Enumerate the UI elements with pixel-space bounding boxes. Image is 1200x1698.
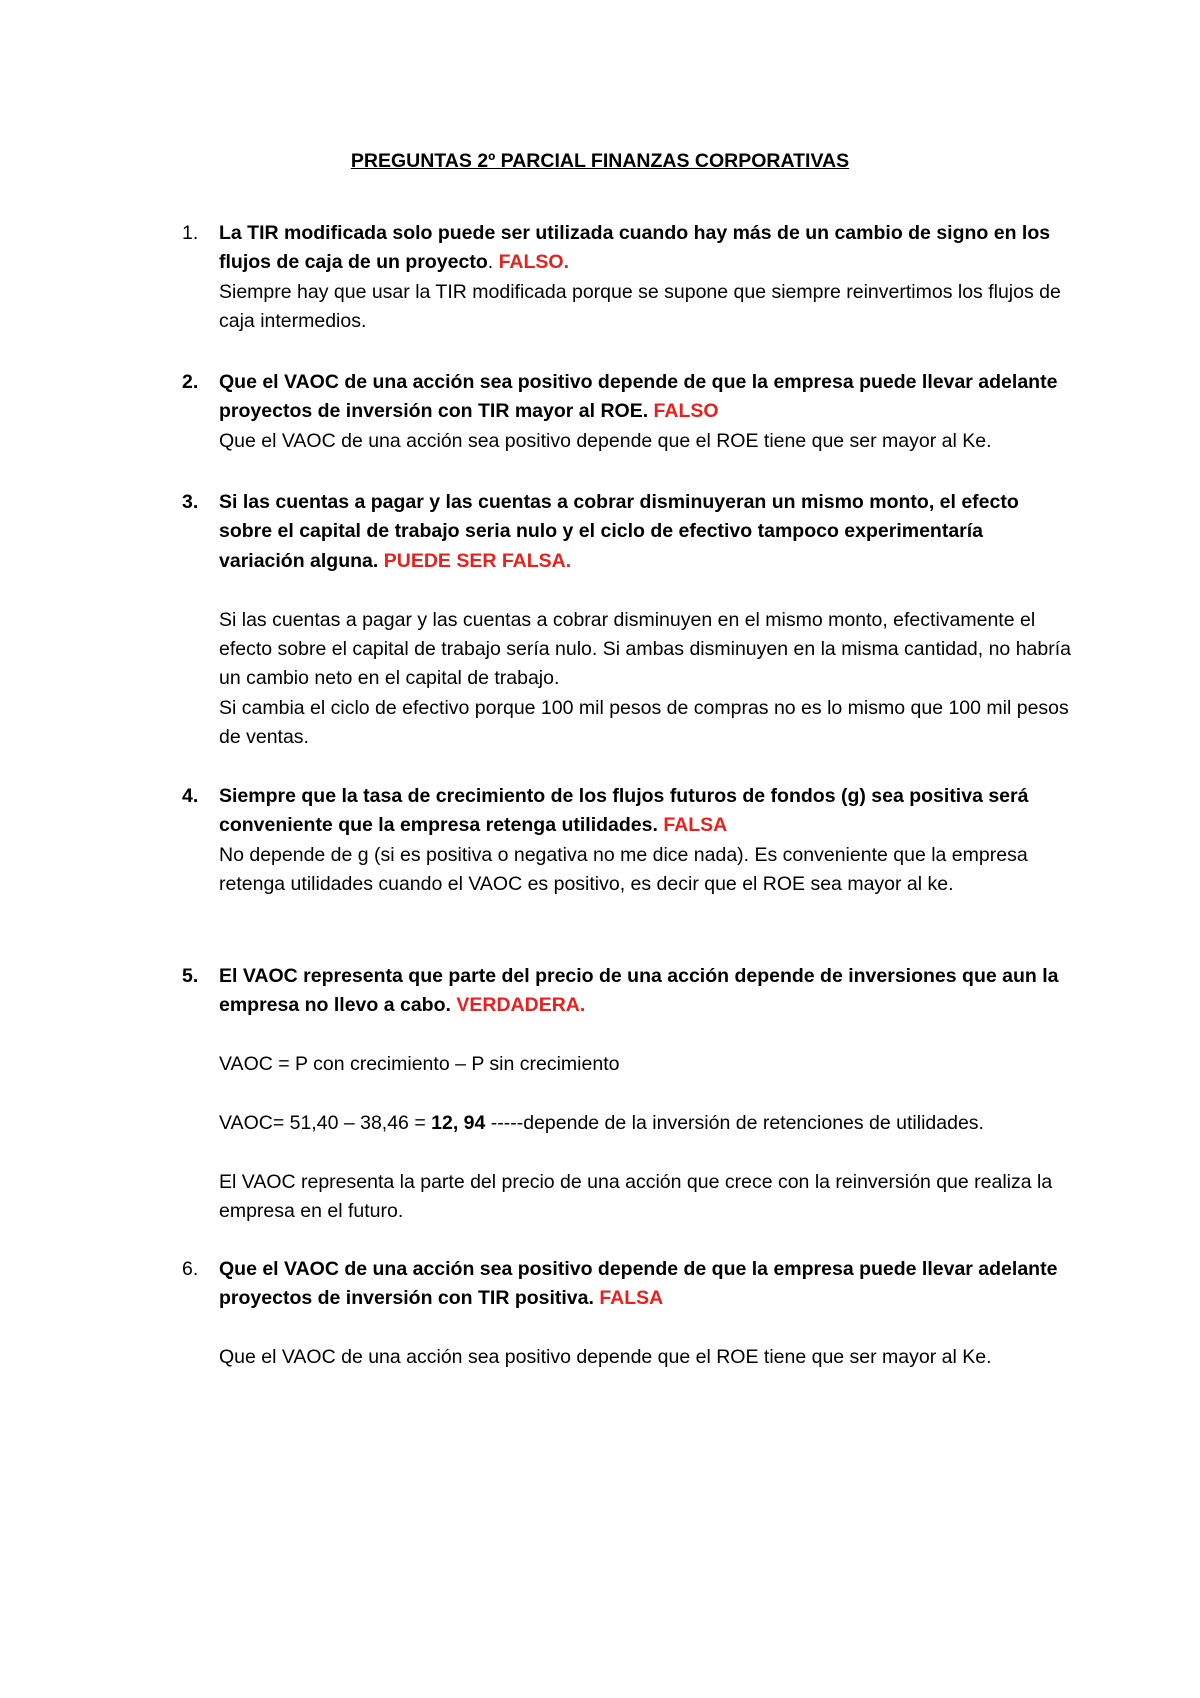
question-statement: Que el VAOC de una acción sea positivo depende de que la empresa puede llevar adelante proyectos de inversión con TIR mayor al ROE. — [219, 371, 1058, 423]
answer-explanation: Si las cuentas a pagar y las cuentas a cobrar disminuyen en el mismo monto, efectivamente el efecto sobre el capital de trabajo sería nulo. Si ambas disminuyen en la misma cantidad, no habría un cambio neto en el capital de trabajo. — [219, 608, 1071, 690]
answer-explanation-extra: Si cambia el ciclo de efectivo porque 100 mil pesos de compras no es lo mismo que 100 mil pesos de ventas. — [219, 696, 1069, 749]
question-number: 2. — [182, 371, 199, 393]
question-text — [219, 1255, 1072, 1314]
answer-explanation: Siempre hay que usar la TIR modificada porque se supone que siempre reinvertimos los flujos de caja intermedios. — [219, 280, 1061, 333]
question-4 — [182, 782, 1072, 900]
question-text — [219, 368, 1072, 427]
answer-verdict: FALSA — [663, 814, 728, 837]
question-number: 4. — [182, 785, 199, 807]
answer-verdict: PUEDE SER FALSA. — [383, 549, 572, 572]
question-statement: Que el VAOC de una acción sea positivo depende de que la empresa puede llevar adelante proyectos de inversión con TIR positiva. — [219, 1258, 1058, 1310]
question-statement: Siempre que la tasa de crecimiento de los flujos futuros de fondos (g) sea positiva será conveniente que la empresa retenga utilidades. — [219, 785, 1029, 837]
calc-result: 12, 94 — [431, 1112, 486, 1134]
document-title: PREGUNTAS 2º PARCIAL FINANZAS CORPORATIVAS — [350, 150, 850, 172]
answer-explanation: No depende de g (si es positiva o negativa no me dice nada). Es conveniente que la empresa retenga utilidades cuando el VAOC es positivo, es decir que el ROE sea mayor al ke. — [219, 843, 1028, 896]
question-6 — [182, 1255, 1072, 1373]
answer-explanation: Que el VAOC de una acción sea positivo depende que el ROE tiene que ser mayor al Ke. — [219, 1346, 992, 1369]
question-2 — [182, 368, 1072, 456]
question-text — [219, 488, 1072, 576]
answer-verdict: FALSA — [599, 1287, 664, 1310]
question-text — [219, 962, 1072, 1021]
calc-suffix: -----depende de la inversión de retenciones de utilidades. — [485, 1112, 984, 1134]
question-5 — [182, 962, 1072, 1227]
vaoc-calculation — [219, 1109, 1072, 1138]
answer-verdict: FALSO. — [498, 251, 569, 274]
answer-verdict: FALSO — [653, 400, 719, 423]
question-separator: . — [487, 251, 499, 274]
question-3 — [182, 488, 1072, 753]
question-text — [219, 782, 1072, 841]
answer-explanation: El VAOC representa la parte del precio de una acción que crece con la reinversión que realiza la empresa en el futuro. — [219, 1170, 1053, 1223]
question-number: 5. — [182, 965, 199, 987]
question-number: 1. — [182, 222, 199, 244]
answer-explanation: Que el VAOC de una acción sea positivo depende que el ROE tiene que ser mayor al Ke. — [219, 429, 992, 452]
vaoc-formula: VAOC = P con crecimiento – P sin crecimiento — [219, 1053, 620, 1076]
question-text — [219, 219, 1072, 278]
question-number: 3. — [182, 491, 199, 513]
answer-verdict: VERDADERA. — [456, 994, 586, 1017]
question-number: 6. — [182, 1258, 199, 1280]
question-statement: La TIR modificada solo puede ser utilizada cuando hay más de un cambio de signo en los flujos de caja de un proyecto — [219, 222, 1051, 274]
question-statement: Si las cuentas a pagar y las cuentas a cobrar disminuyeran un mismo monto, el efecto sobre el capital de trabajo seria nulo y el ciclo de efectivo tampoco experimentaría variación alguna. — [219, 491, 1019, 572]
calc-prefix: VAOC= 51,40 – 38,46 = — [219, 1112, 432, 1134]
question-1 — [182, 219, 1072, 337]
question-statement: El VAOC representa que parte del precio de una acción depende de inversiones que aun la empresa no llevo a cabo. — [219, 965, 1059, 1017]
